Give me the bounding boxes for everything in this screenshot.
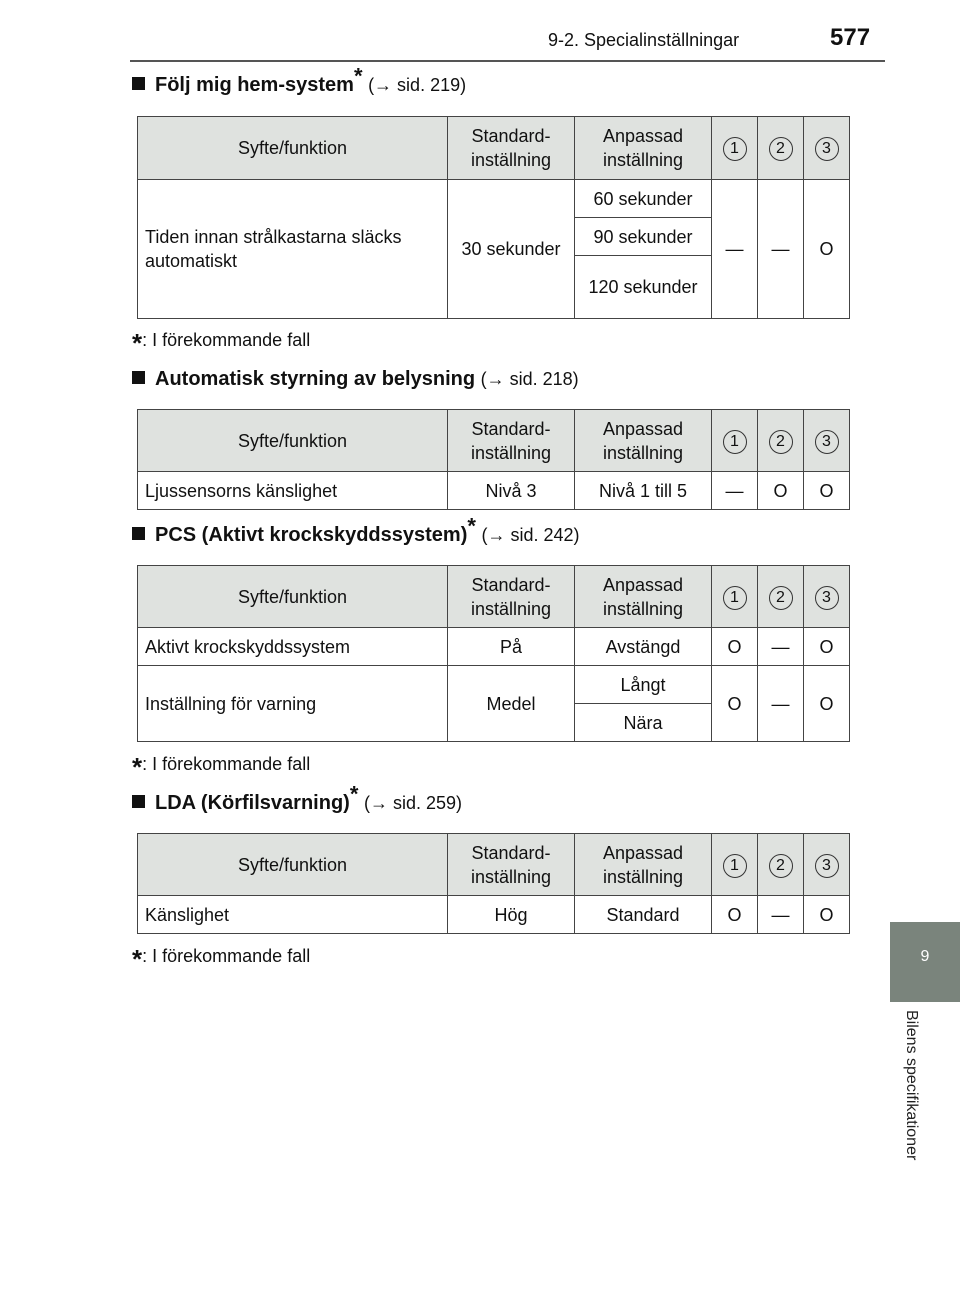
footnote-text: : I förekommande fall — [142, 754, 311, 774]
header-mode-1 — [712, 117, 758, 180]
header-purpose: Syfte/funktion — [138, 834, 448, 896]
cell-purpose: Inställning för varning — [138, 666, 448, 742]
header-mode-1 — [712, 566, 758, 628]
section-title: 9-2. Specialinställningar — [548, 30, 740, 50]
cell-mode-2: — — [758, 896, 804, 934]
cell-mode-2: — — [758, 666, 804, 742]
square-bullet-icon — [132, 371, 145, 384]
cell-mode-2: — — [758, 180, 804, 319]
header-mode-3 — [804, 834, 850, 896]
cell-custom-option: 90 sekunder — [575, 218, 712, 256]
chapter-tab: 9 — [890, 922, 960, 1002]
chapter-label — [890, 1002, 960, 1212]
cell-custom-option: 60 sekunder — [575, 180, 712, 218]
header-mode-3 — [804, 117, 850, 180]
footnote — [132, 752, 310, 783]
heading-title: Följ mig hem-system — [155, 74, 354, 96]
circled-2-icon: 2 — [769, 586, 793, 610]
cell-mode-2: O — [758, 472, 804, 510]
header-custom: Anpassad inställning — [575, 566, 712, 628]
footnote-asterisk: * — [132, 944, 143, 974]
cell-custom-option: Nära — [575, 704, 712, 742]
circled-3-icon: 3 — [815, 586, 839, 610]
circled-3-icon: 3 — [815, 854, 839, 878]
header-purpose: Syfte/funktion — [138, 117, 448, 180]
heading-title: LDA (Körfilsvarning) — [155, 792, 350, 814]
circled-3-icon: 3 — [815, 430, 839, 454]
header-default: Standard-inställning — [448, 834, 575, 896]
cell-mode-1: — — [712, 180, 758, 319]
footnote-asterisk: * — [132, 328, 143, 358]
page-reference: (→ sid. 242) — [481, 525, 580, 545]
page-number: 577 — [830, 24, 871, 51]
cell-mode-3: O — [804, 628, 850, 666]
header-default: Standard-inställning — [448, 117, 575, 180]
cell-default: Hög — [448, 896, 575, 934]
page-reference: (→ sid. 219) — [368, 75, 467, 95]
square-bullet-icon — [132, 527, 145, 540]
settings-table-auto-lighting — [137, 409, 850, 510]
circled-2-icon: 2 — [769, 137, 793, 161]
circled-2-icon: 2 — [769, 854, 793, 878]
footnote-text: : I förekommande fall — [142, 946, 311, 966]
cell-default: På — [448, 628, 575, 666]
header-mode-2 — [758, 566, 804, 628]
header-custom: Anpassad inställning — [575, 410, 712, 472]
cell-mode-1: — — [712, 472, 758, 510]
square-bullet-icon — [132, 795, 145, 808]
cell-mode-3: O — [804, 666, 850, 742]
page-header — [0, 0, 960, 62]
square-bullet-icon — [132, 77, 145, 90]
section-heading-pcs — [132, 513, 580, 547]
cell-default: Medel — [448, 666, 575, 742]
cell-mode-3: O — [804, 896, 850, 934]
cell-mode-2: — — [758, 628, 804, 666]
cell-mode-1: O — [712, 666, 758, 742]
cell-mode-3: O — [804, 472, 850, 510]
settings-table-pcs — [137, 565, 850, 742]
section-heading-lda — [132, 781, 462, 815]
circled-1-icon: 1 — [723, 137, 747, 161]
settings-table-lda — [137, 833, 850, 934]
header-divider — [130, 60, 885, 62]
cell-mode-1: O — [712, 896, 758, 934]
header-mode-3 — [804, 566, 850, 628]
circled-2-icon: 2 — [769, 430, 793, 454]
header-custom: Anpassad inställning — [575, 117, 712, 180]
header-mode-2 — [758, 410, 804, 472]
header-purpose: Syfte/funktion — [138, 566, 448, 628]
header-custom: Anpassad inställning — [575, 834, 712, 896]
page-reference: (→ sid. 218) — [480, 369, 579, 389]
header-purpose: Syfte/funktion — [138, 410, 448, 472]
cell-purpose: Känslighet — [138, 896, 448, 934]
cell-purpose: Ljussensorns känslighet — [138, 472, 448, 510]
header-default: Standard-inställning — [448, 410, 575, 472]
cell-default: 30 sekunder — [448, 180, 575, 319]
chapter-label-text: Bilens specifikationer — [903, 1010, 920, 1161]
circled-1-icon: 1 — [723, 430, 747, 454]
footnote — [132, 944, 310, 975]
section-heading-follow-me-home — [132, 63, 467, 97]
header-mode-2 — [758, 117, 804, 180]
header-mode-1 — [712, 834, 758, 896]
settings-table-follow-me-home — [137, 116, 850, 319]
asterisk-marker: * — [467, 513, 476, 539]
heading-title: PCS (Aktivt krockskyddssystem) — [155, 524, 468, 546]
asterisk-marker: * — [353, 63, 363, 89]
cell-mode-1: O — [712, 628, 758, 666]
circled-1-icon: 1 — [723, 586, 747, 610]
footnote-text: : I förekommande fall — [142, 330, 311, 350]
circled-3-icon: 3 — [815, 137, 839, 161]
asterisk-marker: * — [349, 781, 359, 807]
header-mode-1 — [712, 410, 758, 472]
cell-default: Nivå 3 — [448, 472, 575, 510]
header-mode-2 — [758, 834, 804, 896]
section-heading-auto-lighting — [132, 368, 579, 391]
footnote-asterisk: * — [132, 752, 143, 782]
cell-custom: Avstängd — [575, 628, 712, 666]
cell-custom: Standard — [575, 896, 712, 934]
cell-custom-option: Långt — [575, 666, 712, 704]
cell-purpose: Aktivt krockskyddssystem — [138, 628, 448, 666]
heading-title: Automatisk styrning av belysning — [155, 368, 476, 390]
header-mode-3 — [804, 410, 850, 472]
circled-1-icon: 1 — [723, 854, 747, 878]
cell-custom-option: 120 sekunder — [575, 256, 712, 319]
cell-custom: Nivå 1 till 5 — [575, 472, 712, 510]
cell-mode-3: O — [804, 180, 850, 319]
footnote — [132, 328, 310, 359]
cell-purpose: Tiden innan strålkastarna släcks automatiskt — [138, 180, 448, 319]
header-default: Standard-inställning — [448, 566, 575, 628]
page-reference: (→ sid. 259) — [363, 793, 462, 813]
